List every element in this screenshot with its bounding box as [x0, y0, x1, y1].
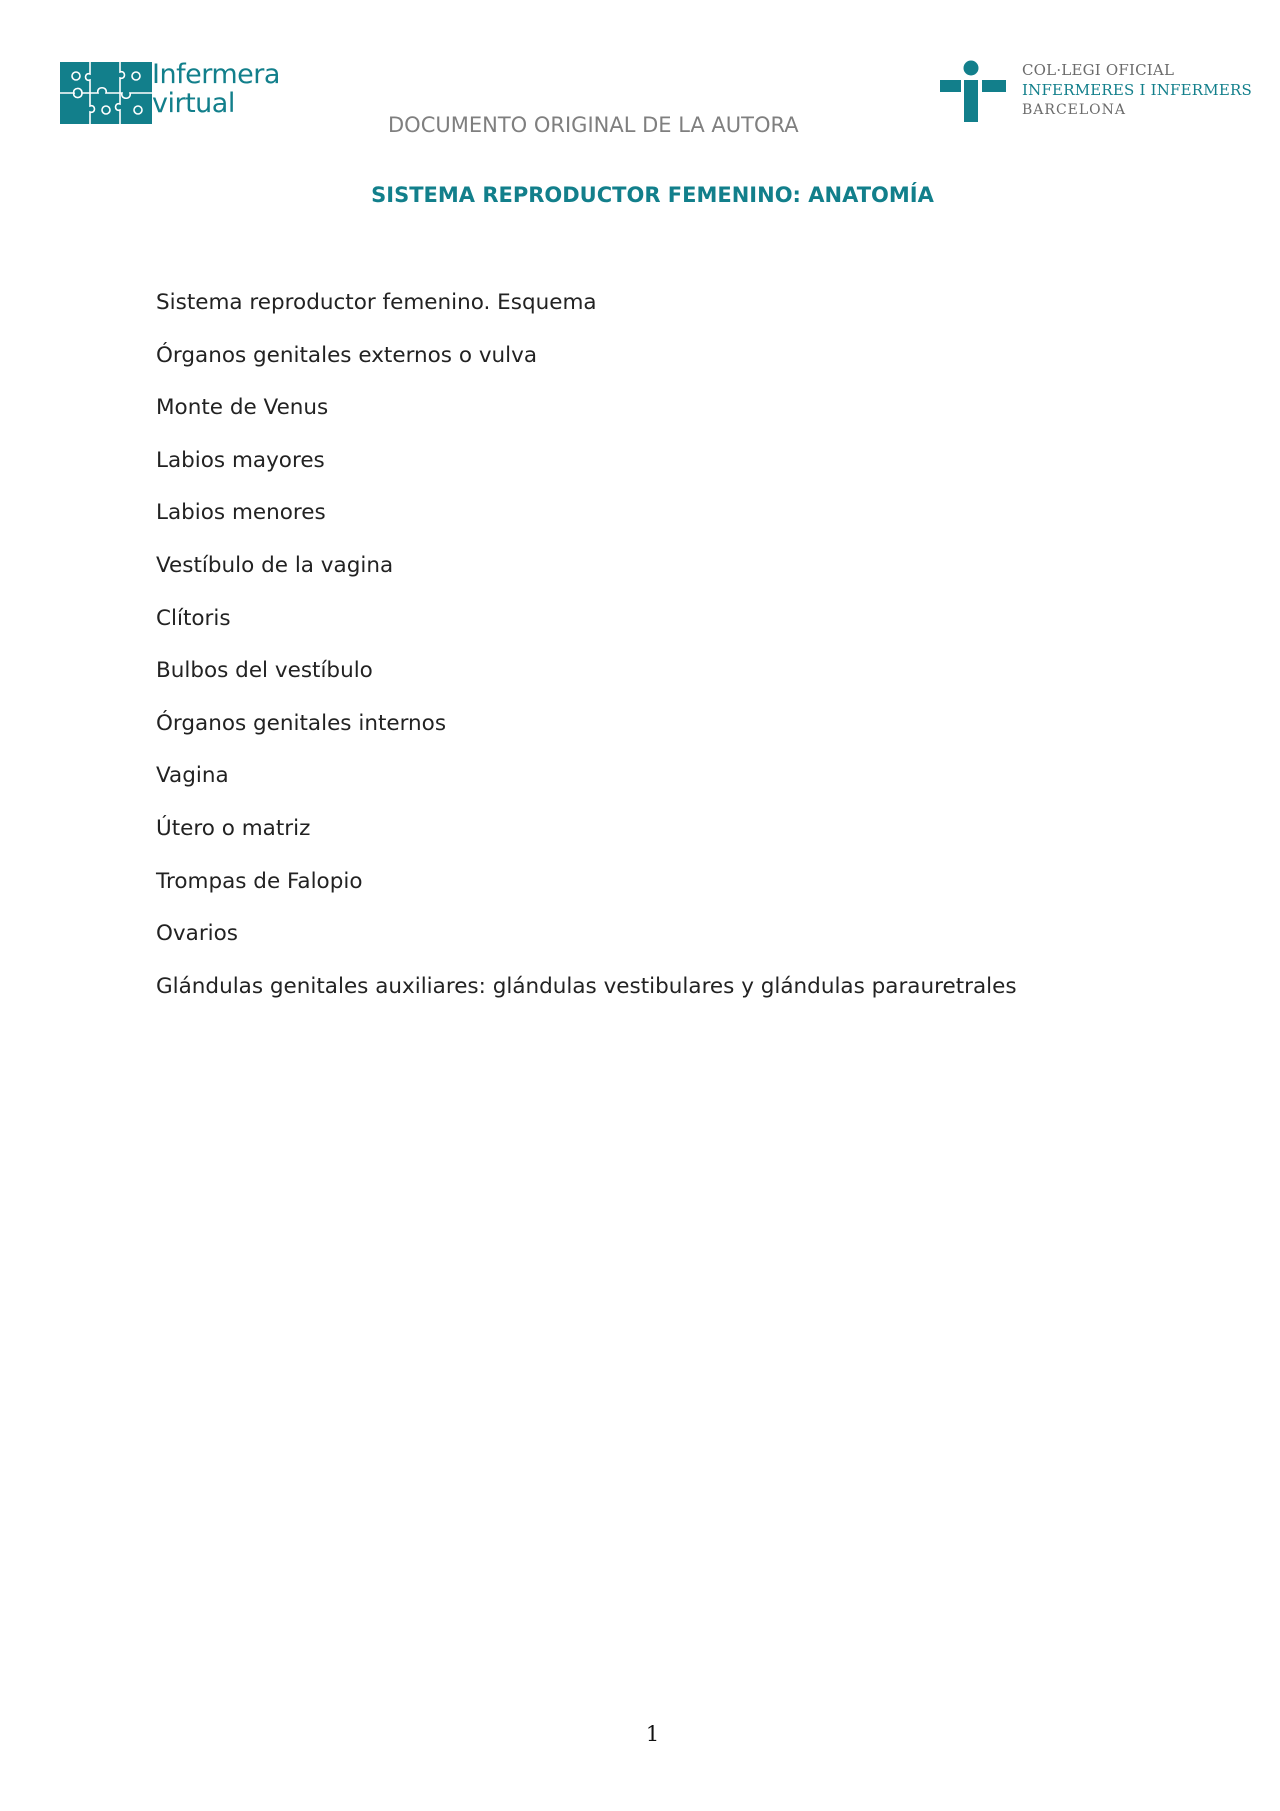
list-item: Glándulas genitales auxiliares: glándulas vestibulares y glándulas parauretrales: [156, 973, 1017, 999]
list-item: Útero o matriz: [156, 815, 311, 841]
list-item: Labios mayores: [156, 447, 325, 473]
logo-left-line1: Infermera: [152, 59, 280, 90]
list-item: Vagina: [156, 763, 229, 789]
page-title: SISTEMA REPRODUCTOR FEMENINO: ANATOMÍA: [371, 183, 934, 207]
document-caption: DOCUMENTO ORIGINAL DE LA AUTORA: [388, 113, 799, 137]
infermera-virtual-wordmark: [152, 60, 280, 118]
list-item: Sistema reproductor femenino. Esquema: [156, 290, 597, 315]
list-item: Ovarios: [156, 921, 238, 947]
infermera-virtual-logo: [60, 59, 290, 124]
cross-logo-icon: [940, 60, 1006, 122]
list-item: Vestíbulo de la vagina: [156, 552, 394, 578]
topic-list: [156, 288, 1017, 1024]
list-item: Bulbos del vestíbulo: [156, 658, 373, 684]
list-item: Trompas de Falopio: [156, 868, 363, 894]
list-item: Clítoris: [156, 605, 231, 631]
logo-right-line3: BARCELONA: [1022, 102, 1127, 118]
puzzle-logo-icon: [60, 62, 152, 124]
page-number: 1: [645, 1722, 660, 1746]
list-item: Órganos genitales externos o vulva: [156, 342, 538, 368]
collegi-oficial-logo: [940, 60, 1252, 124]
collegi-oficial-wordmark: [1022, 60, 1252, 120]
logo-right-line1: COL·LEGI OFICIAL: [1022, 61, 1175, 79]
logo-left-line2: virtual: [152, 88, 235, 119]
list-item: Monte de Venus: [156, 395, 329, 421]
logo-right-line2: INFERMERES I INFERMERS: [1022, 81, 1252, 99]
list-item: Órganos genitales internos: [156, 710, 447, 736]
list-item: Labios menores: [156, 500, 326, 526]
